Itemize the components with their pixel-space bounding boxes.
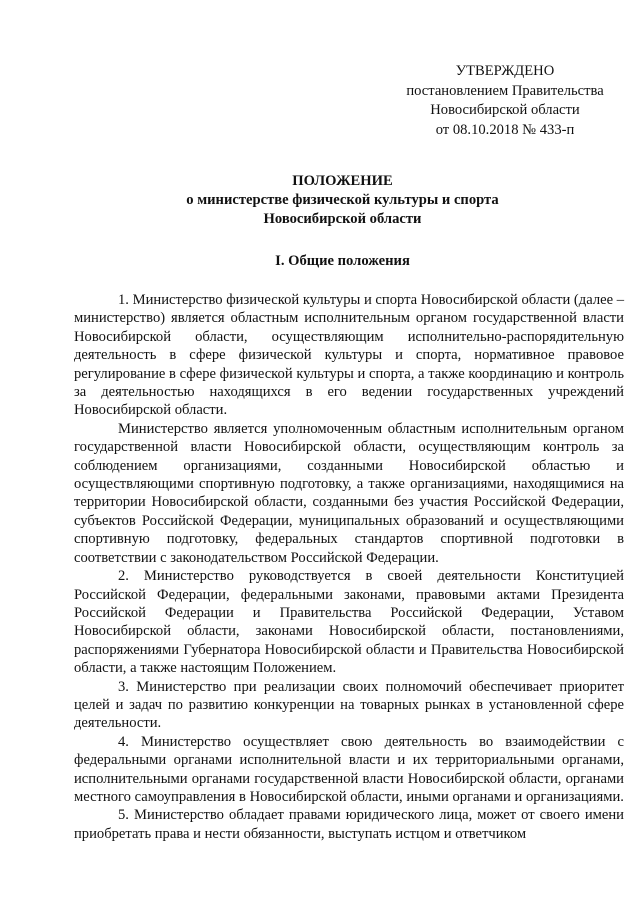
approval-resolution: постановлением Правительства: [406, 82, 604, 99]
document-title: [60, 172, 625, 229]
paragraph-1: 1. Министерство физической культуры и спорта Новосибирской области (далее – министерство) является областным исполнительным органом государственной власти Новосибирской области, осуществляющим исполнительно-распорядительную деятельность в сфере физической культуры и спорта, нормативное правовое регулирование в сфере физической культуры и спорта, а также координацию и контроль за деятельностью находящихся в его ведении государственных учреждений Новосибирской области.: [74, 292, 624, 419]
paragraph-1-continued: Министерство является уполномоченным областным исполнительным органом государственной власти Новосибирской области, осуществляющим контроль за соблюдением организациями, созданными Новосибирской областью и осуществляющими спортивную подготовку, а также организациями, находящимися на территории Новосибирской области, созданными без участия Российской Федерации, субъектов Российской Федерации, муниципальных образований и осуществляющими спортивную подготовку, федеральных стандартов спортивной подготовки в соответствии с законодательством Российской Федерации.: [74, 420, 624, 566]
title-main: ПОЛОЖЕНИЕ: [292, 173, 393, 189]
document-body: [74, 291, 624, 843]
paragraph-2: 2. Министерство руководствуется в своей деятельности Конституцией Российской Федерации, федеральными законами, правовыми актами Президента Российской Федерации и Правительства Российской Федерации, Уставом Новосибирской области, законами Новосибирской области, постановлениями, распоряжениями Губернатора Новосибирской области и Правительства Новосибирской области, а также настоящим Положением.: [74, 568, 624, 677]
paragraph-5: 5. Министерство обладает правами юридического лица, может от своего имени приобретать права и нести обязанности, выступать истцом и ответчиком: [74, 807, 624, 842]
title-subject: о министерстве физической культуры и спорта: [186, 192, 499, 208]
approval-heading: УТВЕРЖДЕНО: [455, 63, 555, 79]
paragraph-3: 3. Министерство при реализации своих полномочий обеспечивает приоритет целей и задач по развитию конкуренции на товарных рынках в установленной сфере деятельности.: [74, 678, 624, 732]
approval-stamp: [380, 62, 630, 140]
title-region: Новосибирской области: [263, 211, 422, 227]
approval-date-number: от 08.10.2018 № 433-п: [435, 121, 575, 138]
approval-region: Новосибирской области: [430, 102, 580, 118]
paragraph-4: 4. Министерство осуществляет свою деятельность во взаимодействии с федеральными органами исполнительной власти и их территориальными органами, исполнительными органами государственной власти Новосибирской области, органами местного самоуправления в Новосибирской области, иными органами и организациями.: [74, 733, 624, 805]
section-heading: I. Общие положения: [275, 253, 410, 269]
